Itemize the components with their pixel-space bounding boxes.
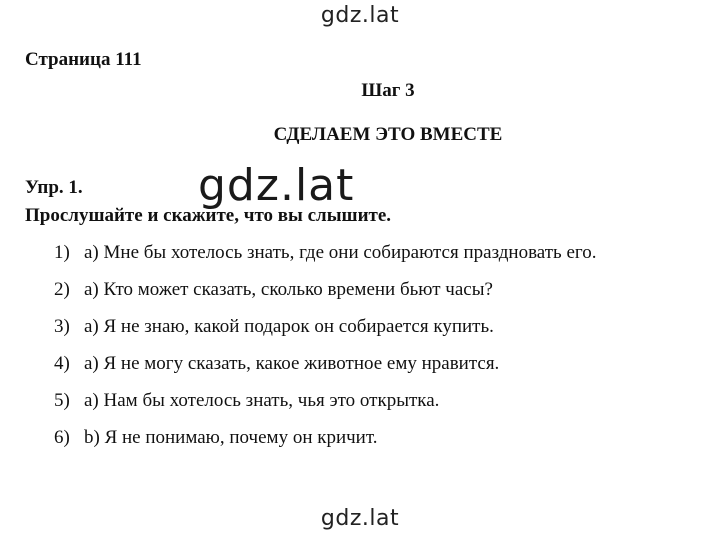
- answer-number: 1): [54, 242, 70, 263]
- watermark-middle: gdz.lat: [198, 160, 355, 211]
- answer-text: a) Кто может сказать, сколько времени бьют часы?: [84, 279, 493, 300]
- exercise-label: Упр. 1.: [25, 177, 83, 198]
- answer-item: [54, 390, 596, 427]
- answer-item: [54, 316, 596, 353]
- watermark-bottom: gdz.lat: [320, 506, 400, 531]
- answer-item: [54, 353, 596, 390]
- answer-number: 3): [54, 316, 70, 337]
- answer-item: [54, 279, 596, 316]
- answer-number: 6): [54, 427, 70, 448]
- watermark-top: gdz.lat: [320, 3, 400, 28]
- answer-text: a) Мне бы хотелось знать, где они собираются праздновать его.: [84, 242, 597, 263]
- answer-item: [54, 427, 596, 464]
- answer-text: b) Я не понимаю, почему он кричит.: [84, 427, 378, 448]
- page-title: Страница 111: [25, 49, 142, 70]
- answer-number: 5): [54, 390, 70, 411]
- answer-text: a) Нам бы хотелось знать, чья это открытка.: [84, 390, 440, 411]
- section-heading: СДЕЛАЕМ ЭТО ВМЕСТЕ: [273, 124, 503, 145]
- answer-number: 2): [54, 279, 70, 300]
- answer-item: [54, 242, 596, 279]
- answer-text: a) Я не знаю, какой подарок он собирается купить.: [84, 316, 494, 337]
- answer-number: 4): [54, 353, 70, 374]
- exercise-instruction: Прослушайте и скажите, что вы слышите.: [25, 205, 392, 226]
- answer-list: [54, 242, 596, 464]
- answer-text: a) Я не могу сказать, какое животное ему нравится.: [84, 353, 500, 374]
- step-heading: Шаг 3: [361, 80, 415, 101]
